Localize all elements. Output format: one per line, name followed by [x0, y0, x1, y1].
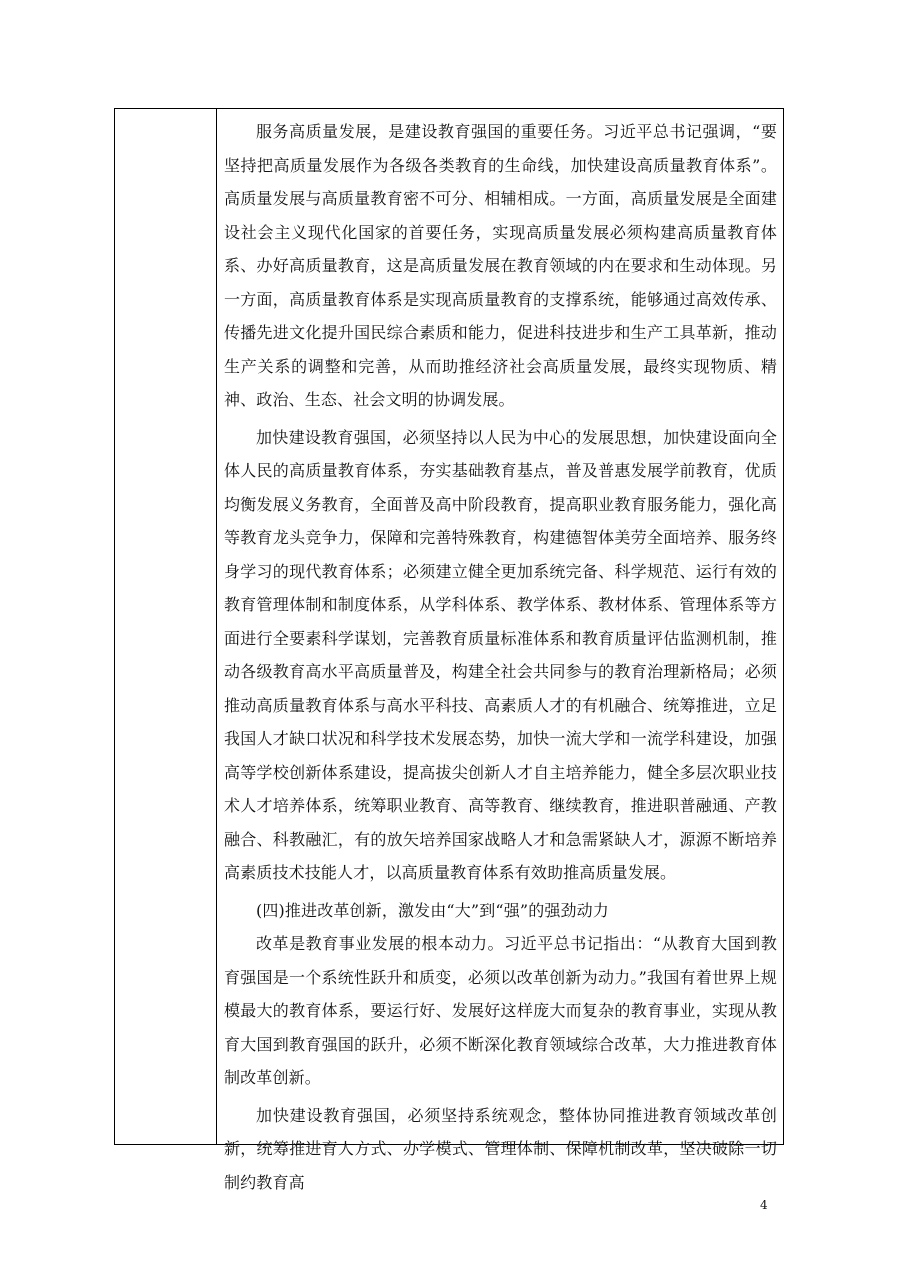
table-content-cell [217, 109, 783, 1192]
page-number: 4 [760, 1198, 768, 1212]
paragraph-reform-driving-force: 改革是教育事业发展的根本动力。习近平总书记指出：“从教育大国到教育强国是一个系统性跃升和质变，必须以改革创新为动力。”我国有着世界上规模最大的教育体系，要运行好、发展好这样庞大而复杂的教育事业，实现从教育大国到教育强国的跃升，必须不断深化教育领域综合改革，大力推进教育体制改革创新。 [224, 934, 777, 1087]
section-heading-reform: (四)推进改革创新，激发由“大”到“强”的强劲动力 [256, 900, 609, 920]
paragraph-high-quality-development: 服务高质量发展，是建设教育强国的重要任务。习近平总书记强调，“要坚持把高质量发展作为各级各类教育的生命线，加快建设高质量教育体系”。高质量发展与高质量教育密不可分、相辅相成。一方面，高质量发展是全面建设社会主义现代化国家的首要任务，实现高质量发展必须构建高质量教育体系、办好高质量教育，这是高质量发展在教育领域的内在要求和生动体现。另一方面，高质量教育体系是实现高质量教育的支撑系统，能够通过高效传承、传播先进文化提升国民综合素质和能力，促进科技进步和生产工具革新，推动生产关系的调整和完善，从而助推经济社会高质量发展，最终实现物质、精神、政治、生态、社会文明的协调发展。 [224, 122, 777, 409]
paragraph-systematic-reform: 加快建设教育强国，必须坚持系统观念，整体协同推进教育领域改革创新，统筹推进育人方式、办学模式、管理体制、保障机制改革，坚决破除一切制约教育高 [224, 1105, 777, 1192]
paragraph-education-system: 加快建设教育强国，必须坚持以人民为中心的发展思想，加快建设面向全体人民的高质量教育体系，夯实基础教育基点，普及普惠发展学前教育，优质均衡发展义务教育，全面普及高中阶段教育，提高职业教育服务能力，强化高等教育龙头竞争力，保障和完善特殊教育，构建德智体美劳全面培养、服务终身学习的现代教育体系；必须建立健全更加系统完备、科学规范、运行有效的教育管理体制和制度体系，从学科体系、教学体系、教材体系、管理体系等方面进行全要素科学谋划，完善教育质量标准体系和教育质量评估监测机制，推动各级教育高水平高质量普及，构建全社会共同参与的教育治理新格局；必须推动高质量教育体系与高水平科技、高素质人才的有机融合、统筹推进，立足我国人才缺口状况和科学技术发展态势，加快一流大学和一流学科建设，加强高等学校创新体系建设，提高拔尖创新人才自主培养能力，健全多层次职业技术人才培养体系，统筹职业教育、高等教育、继续教育，推进职普融通、产教融合、科教融汇，有的放矢培养国家战略人才和急需紧缺人才，源源不断培养高素质技术技能人才，以高质量教育体系有效助推高质量发展。 [224, 427, 777, 882]
table-left-column [115, 109, 217, 1144]
document-table [114, 108, 784, 1192]
